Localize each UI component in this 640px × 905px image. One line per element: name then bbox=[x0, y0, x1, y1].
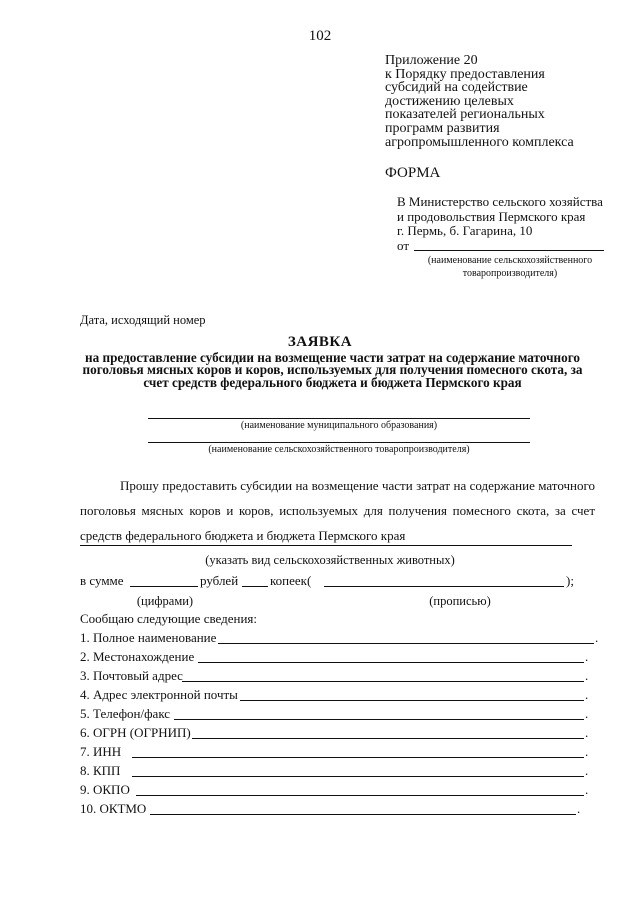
field-label: 3. Почтовый адрес bbox=[80, 668, 183, 683]
field-input-line[interactable] bbox=[174, 719, 584, 720]
municipality-caption: (наименование муниципального образования) bbox=[240, 420, 438, 431]
field-label: 1. Полное наименование bbox=[80, 630, 217, 645]
appendix-line: агропромышленного комплекса bbox=[385, 134, 574, 150]
amount-words-input-line[interactable] bbox=[324, 586, 564, 587]
field-label: 7. ИНН bbox=[80, 744, 122, 759]
from-caption bbox=[400, 254, 620, 280]
field-label: 5. Телефон/факс bbox=[80, 706, 171, 721]
page-number: 102 bbox=[308, 28, 332, 44]
document-title: ЗАЯВКА bbox=[287, 334, 353, 350]
field-label: 10. ОКТМО bbox=[80, 801, 147, 816]
field-email: 4. Адрес электронной почты . bbox=[80, 687, 589, 702]
rubles-input-line[interactable] bbox=[130, 586, 198, 587]
field-label: 8. КПП bbox=[80, 763, 121, 778]
animals-caption: (указать вид сельскохозяйственных животных) bbox=[205, 553, 455, 567]
form-label: ФОРМА bbox=[385, 165, 441, 181]
appendix-line: достижению целевых bbox=[385, 93, 514, 109]
field-input-line[interactable] bbox=[198, 662, 584, 663]
animals-input-line[interactable] bbox=[80, 545, 572, 546]
rubles-label: рублей bbox=[200, 573, 239, 588]
from-caption-line: товаропроизводителя) bbox=[462, 268, 558, 279]
field-input-line[interactable] bbox=[150, 814, 576, 815]
field-label: 9. ОКПО bbox=[80, 782, 130, 797]
field-input-line[interactable] bbox=[192, 738, 584, 739]
field-kpp: 8. КПП . bbox=[80, 763, 589, 778]
from-caption-line: (наименование сельскохозяйственного bbox=[427, 255, 593, 266]
producer-caption: (наименование сельскохозяйственного товаропроизводителя) bbox=[208, 444, 470, 455]
kopecks-label: копеек( bbox=[270, 573, 312, 588]
field-location: 2. Местонахождение . bbox=[80, 649, 589, 664]
document-subtitle: на предоставление субсидии на возмещение части затрат на содержание маточного поголовья мясных коров и коров, используемых для получения помесного скота, за счет средств федерального бюджета и бюджета Пермского края bbox=[82, 350, 583, 390]
kopecks-input-line[interactable] bbox=[242, 586, 268, 587]
addressee-block bbox=[397, 195, 603, 239]
info-intro: Сообщаю следующие сведения: bbox=[80, 611, 258, 626]
appendix-line: Приложение 20 bbox=[385, 53, 478, 68]
amount-prefix: в сумме bbox=[80, 573, 124, 588]
addressee-line: г. Пермь, б. Гагарина, 10 bbox=[397, 223, 533, 238]
field-input-line[interactable] bbox=[240, 700, 584, 701]
amount-row bbox=[80, 573, 600, 591]
request-paragraph: Прошу предоставить субсидии на возмещение части затрат на содержание маточного поголовья мясных коров и коров, используемых для получения помесного скота, за счет средств федерального бюджета и бюджета Пермского края bbox=[80, 478, 595, 543]
appendix-line: показателей региональных bbox=[385, 107, 545, 123]
appendix-line: субсидий на содействие bbox=[385, 80, 528, 96]
field-phone-fax: 5. Телефон/факс . bbox=[80, 706, 589, 721]
field-label: 2. Местонахождение bbox=[80, 649, 195, 664]
field-input-line[interactable] bbox=[132, 776, 584, 777]
appendix-line: программ развития bbox=[385, 120, 500, 136]
from-input-line[interactable] bbox=[414, 250, 604, 251]
field-input-line[interactable] bbox=[218, 643, 594, 644]
producer-input-line[interactable] bbox=[148, 442, 530, 443]
field-input-line[interactable] bbox=[182, 681, 584, 682]
field-ogrn: 6. ОГРН (ОГРНИП) . bbox=[80, 725, 589, 740]
municipality-input-line[interactable] bbox=[148, 418, 530, 419]
field-okpo: 9. ОКПО . bbox=[80, 782, 589, 797]
field-label: 4. Адрес электронной почты bbox=[80, 687, 238, 702]
amount-suffix: ); bbox=[566, 573, 574, 588]
field-inn: 7. ИНН . bbox=[80, 744, 589, 759]
appendix-reference bbox=[385, 54, 574, 149]
addressee-line: и продовольствия Пермского края bbox=[397, 208, 586, 224]
from-label: от bbox=[397, 238, 410, 253]
digits-caption: (цифрами) bbox=[136, 594, 194, 608]
field-input-line[interactable] bbox=[132, 757, 584, 758]
words-caption: (прописью) bbox=[429, 594, 491, 608]
field-input-line[interactable] bbox=[136, 795, 584, 796]
appendix-line: к Порядку предоставления bbox=[385, 66, 545, 82]
field-postal-address: 3. Почтовый адрес . bbox=[80, 668, 589, 683]
field-oktmo: 10. ОКТМО . bbox=[80, 801, 581, 816]
addressee-line: В Министерство сельского хозяйства bbox=[397, 194, 603, 209]
date-outgoing-number-label: Дата, исходящий номер bbox=[80, 313, 206, 327]
field-full-name: 1. Полное наименование . bbox=[80, 630, 599, 645]
field-label: 6. ОГРН (ОГРНИП) bbox=[80, 725, 191, 740]
